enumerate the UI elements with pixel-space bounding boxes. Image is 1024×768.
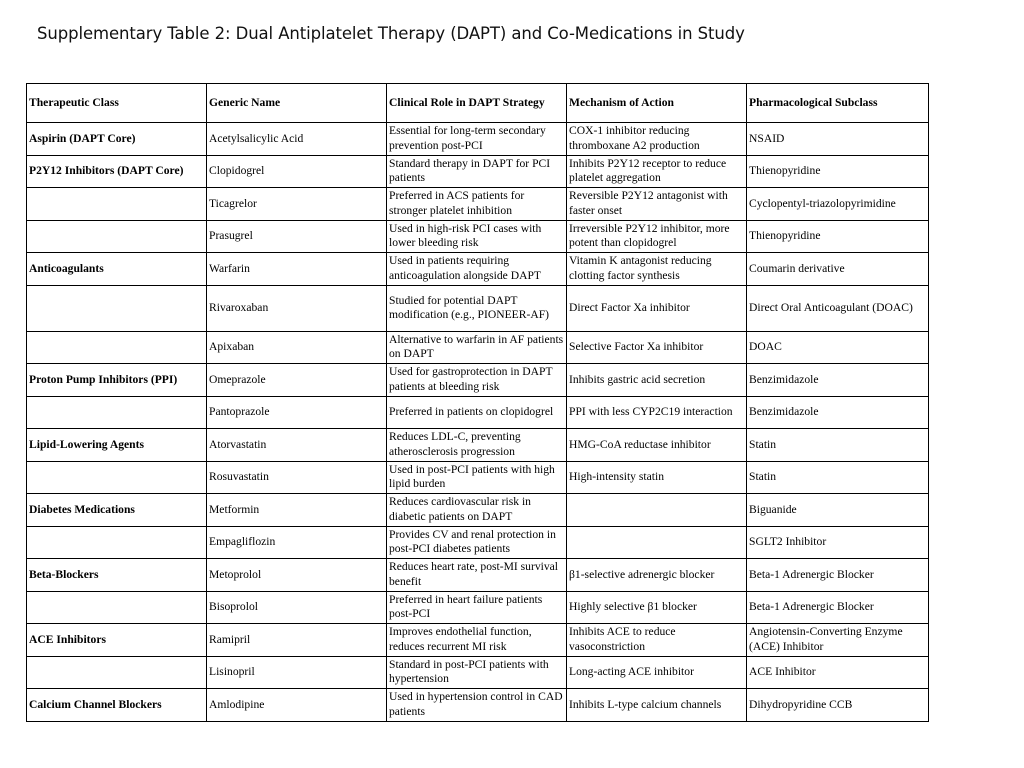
cell-mechanism: Inhibits L-type calcium channels <box>567 689 747 722</box>
cell-class <box>27 526 207 559</box>
cell-name: Warfarin <box>207 253 387 286</box>
cell-mechanism: Inhibits gastric acid secretion <box>567 364 747 397</box>
cell-class <box>27 285 207 331</box>
cell-name: Atorvastatin <box>207 429 387 462</box>
cell-class <box>27 396 207 429</box>
cell-class: Proton Pump Inhibitors (PPI) <box>27 364 207 397</box>
cell-name: Prasugrel <box>207 220 387 253</box>
cell-name: Rosuvastatin <box>207 461 387 494</box>
header-mechanism: Mechanism of Action <box>567 84 747 123</box>
cell-subclass: SGLT2 Inhibitor <box>747 526 929 559</box>
cell-name: Pantoprazole <box>207 396 387 429</box>
cell-role: Reduces heart rate, post-MI survival benefit <box>387 559 567 592</box>
cell-role: Used in patients requiring anticoagulation alongside DAPT <box>387 253 567 286</box>
cell-subclass: Direct Oral Anticoagulant (DOAC) <box>747 285 929 331</box>
cell-role: Standard in post-PCI patients with hypertension <box>387 656 567 689</box>
cell-subclass: Statin <box>747 461 929 494</box>
cell-mechanism: Long-acting ACE inhibitor <box>567 656 747 689</box>
cell-subclass: Dihydropyridine CCB <box>747 689 929 722</box>
cell-name: Omeprazole <box>207 364 387 397</box>
cell-role: Preferred in heart failure patients post-PCI <box>387 591 567 624</box>
cell-class: ACE Inhibitors <box>27 624 207 657</box>
cell-subclass: Thienopyridine <box>747 155 929 188</box>
cell-subclass: Biguanide <box>747 494 929 527</box>
cell-name: Clopidogrel <box>207 155 387 188</box>
table-row <box>27 656 929 689</box>
cell-class <box>27 220 207 253</box>
cell-role: Studied for potential DAPT modification (e.g., PIONEER-AF) <box>387 285 567 331</box>
cell-subclass: Cyclopentyl-triazolopyrimidine <box>747 188 929 221</box>
cell-subclass: NSAID <box>747 123 929 156</box>
table-row <box>27 429 929 462</box>
cell-mechanism: β1-selective adrenergic blocker <box>567 559 747 592</box>
cell-subclass: Thienopyridine <box>747 220 929 253</box>
cell-mechanism: Inhibits P2Y12 receptor to reduce platelet aggregation <box>567 155 747 188</box>
cell-name: Acetylsalicylic Acid <box>207 123 387 156</box>
header-clinical-role: Clinical Role in DAPT Strategy <box>387 84 567 123</box>
cell-name: Empagliflozin <box>207 526 387 559</box>
cell-role: Alternative to warfarin in AF patients on DAPT <box>387 331 567 364</box>
cell-name: Apixaban <box>207 331 387 364</box>
table-row <box>27 494 929 527</box>
table-row <box>27 155 929 188</box>
cell-name: Amlodipine <box>207 689 387 722</box>
cell-mechanism: Irreversible P2Y12 inhibitor, more potent than clopidogrel <box>567 220 747 253</box>
cell-role: Preferred in ACS patients for stronger platelet inhibition <box>387 188 567 221</box>
cell-class <box>27 591 207 624</box>
cell-mechanism: Vitamin K antagonist reducing clotting factor synthesis <box>567 253 747 286</box>
cell-subclass: Angiotensin-Converting Enzyme (ACE) Inhibitor <box>747 624 929 657</box>
cell-subclass: Statin <box>747 429 929 462</box>
header-therapeutic-class: Therapeutic Class <box>27 84 207 123</box>
cell-mechanism: Highly selective β1 blocker <box>567 591 747 624</box>
cell-subclass: DOAC <box>747 331 929 364</box>
page-title: Supplementary Table 2: Dual Antiplatelet Therapy (DAPT) and Co-Medications in Study <box>37 24 745 43</box>
table-row <box>27 123 929 156</box>
cell-role: Essential for long-term secondary prevention post-PCI <box>387 123 567 156</box>
cell-name: Lisinopril <box>207 656 387 689</box>
cell-role: Used for gastroprotection in DAPT patients at bleeding risk <box>387 364 567 397</box>
cell-class: Lipid-Lowering Agents <box>27 429 207 462</box>
cell-role: Used in post-PCI patients with high lipid burden <box>387 461 567 494</box>
table-row <box>27 220 929 253</box>
cell-mechanism: PPI with less CYP2C19 interaction <box>567 396 747 429</box>
cell-name: Ticagrelor <box>207 188 387 221</box>
table-row <box>27 285 929 331</box>
cell-name: Ramipril <box>207 624 387 657</box>
cell-class: Beta-Blockers <box>27 559 207 592</box>
cell-subclass: Coumarin derivative <box>747 253 929 286</box>
cell-name: Bisoprolol <box>207 591 387 624</box>
cell-class <box>27 461 207 494</box>
cell-name: Metformin <box>207 494 387 527</box>
table-row <box>27 526 929 559</box>
cell-mechanism: Selective Factor Xa inhibitor <box>567 331 747 364</box>
dapt-table <box>26 83 929 722</box>
cell-mechanism: Reversible P2Y12 antagonist with faster onset <box>567 188 747 221</box>
table-row <box>27 624 929 657</box>
cell-role: Standard therapy in DAPT for PCI patients <box>387 155 567 188</box>
cell-mechanism: Inhibits ACE to reduce vasoconstriction <box>567 624 747 657</box>
cell-mechanism: COX-1 inhibitor reducing thromboxane A2 production <box>567 123 747 156</box>
cell-role: Used in high-risk PCI cases with lower bleeding risk <box>387 220 567 253</box>
cell-role: Preferred in patients on clopidogrel <box>387 396 567 429</box>
cell-mechanism: High-intensity statin <box>567 461 747 494</box>
table-row <box>27 591 929 624</box>
cell-class: Calcium Channel Blockers <box>27 689 207 722</box>
table-row <box>27 461 929 494</box>
cell-subclass: Beta-1 Adrenergic Blocker <box>747 559 929 592</box>
table-row <box>27 253 929 286</box>
cell-role: Provides CV and renal protection in post-PCI diabetes patients <box>387 526 567 559</box>
header-generic-name: Generic Name <box>207 84 387 123</box>
table-row <box>27 396 929 429</box>
cell-subclass: Benzimidazole <box>747 396 929 429</box>
cell-mechanism <box>567 494 747 527</box>
cell-name: Rivaroxaban <box>207 285 387 331</box>
table-row <box>27 689 929 722</box>
table-row <box>27 364 929 397</box>
cell-role: Used in hypertension control in CAD patients <box>387 689 567 722</box>
cell-class <box>27 331 207 364</box>
cell-class: Diabetes Medications <box>27 494 207 527</box>
cell-class <box>27 188 207 221</box>
table-row <box>27 331 929 364</box>
cell-class: Aspirin (DAPT Core) <box>27 123 207 156</box>
table-header-row <box>27 84 929 123</box>
cell-subclass: Beta-1 Adrenergic Blocker <box>747 591 929 624</box>
cell-class: P2Y12 Inhibitors (DAPT Core) <box>27 155 207 188</box>
cell-mechanism <box>567 526 747 559</box>
cell-role: Reduces LDL-C, preventing atherosclerosis progression <box>387 429 567 462</box>
cell-subclass: ACE Inhibitor <box>747 656 929 689</box>
table-row <box>27 188 929 221</box>
cell-mechanism: Direct Factor Xa inhibitor <box>567 285 747 331</box>
header-subclass: Pharmacological Subclass <box>747 84 929 123</box>
cell-class <box>27 656 207 689</box>
cell-name: Metoprolol <box>207 559 387 592</box>
cell-role: Improves endothelial function, reduces recurrent MI risk <box>387 624 567 657</box>
cell-mechanism: HMG-CoA reductase inhibitor <box>567 429 747 462</box>
cell-role: Reduces cardiovascular risk in diabetic patients on DAPT <box>387 494 567 527</box>
cell-subclass: Benzimidazole <box>747 364 929 397</box>
cell-class: Anticoagulants <box>27 253 207 286</box>
table-row <box>27 559 929 592</box>
